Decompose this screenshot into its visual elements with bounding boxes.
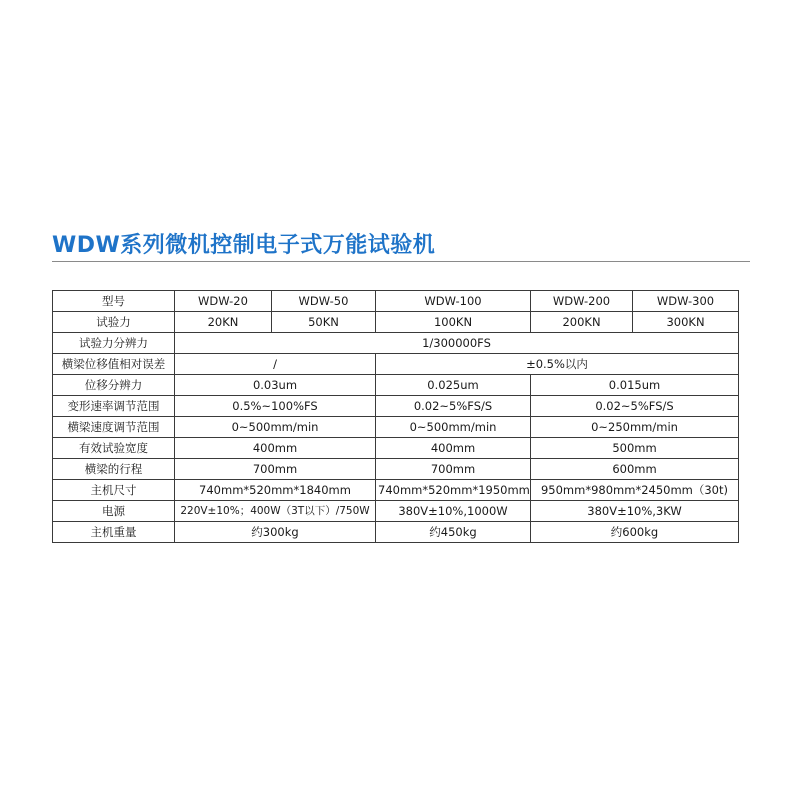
row-label-force: 试验力 [53, 312, 175, 333]
table-row [53, 396, 739, 417]
table-row [53, 354, 739, 375]
model-cell: WDW-50 [272, 291, 376, 312]
disp-resolution-cell: 0.03um [175, 375, 376, 396]
rate-range-cell: 0.02~5%FS/S [376, 396, 531, 417]
crossbeam-error-cell: ±0.5%以内 [376, 354, 739, 375]
row-label-width: 有效试验宽度 [53, 438, 175, 459]
power-cell: 380V±10%,3KW [531, 501, 739, 522]
disp-resolution-cell: 0.015um [531, 375, 739, 396]
force-cell: 300KN [633, 312, 739, 333]
disp-resolution-cell: 0.025um [376, 375, 531, 396]
weight-cell: 约450kg [376, 522, 531, 543]
rate-range-cell: 0.02~5%FS/S [531, 396, 739, 417]
spec-table [52, 290, 739, 543]
stroke-cell: 700mm [376, 459, 531, 480]
row-label-rate-range: 变形速率调节范围 [53, 396, 175, 417]
table-row [53, 522, 739, 543]
speed-range-cell: 0~250mm/min [531, 417, 739, 438]
row-label-stroke: 横梁的行程 [53, 459, 175, 480]
crossbeam-error-cell: / [175, 354, 376, 375]
stroke-cell: 600mm [531, 459, 739, 480]
table-row [53, 501, 739, 522]
power-cell: 380V±10%,1000W [376, 501, 531, 522]
force-cell: 100KN [376, 312, 531, 333]
table-row [53, 312, 739, 333]
title-divider [52, 261, 750, 262]
row-label-size: 主机尺寸 [53, 480, 175, 501]
width-cell: 500mm [531, 438, 739, 459]
row-label-crossbeam-error: 横梁位移值相对误差 [53, 354, 175, 375]
force-cell: 50KN [272, 312, 376, 333]
speed-range-cell: 0~500mm/min [175, 417, 376, 438]
row-label-resolution: 试验力分辨力 [53, 333, 175, 354]
row-label-weight: 主机重量 [53, 522, 175, 543]
row-label-model: 型号 [53, 291, 175, 312]
table-row [53, 375, 739, 396]
table-row [53, 459, 739, 480]
size-cell: 950mm*980mm*2450mm（30t) [531, 480, 739, 501]
resolution-cell: 1/300000FS [175, 333, 739, 354]
page-title: WDW系列微机控制电子式万能试验机 [52, 233, 436, 258]
row-label-power: 电源 [53, 501, 175, 522]
table-row [53, 333, 739, 354]
table-row [53, 291, 739, 312]
model-cell: WDW-100 [376, 291, 531, 312]
width-cell: 400mm [175, 438, 376, 459]
size-cell: 740mm*520mm*1950mm [376, 480, 531, 501]
model-cell: WDW-200 [531, 291, 633, 312]
width-cell: 400mm [376, 438, 531, 459]
weight-cell: 约300kg [175, 522, 376, 543]
table-row [53, 417, 739, 438]
row-label-disp-resolution: 位移分辨力 [53, 375, 175, 396]
force-cell: 200KN [531, 312, 633, 333]
model-cell: WDW-300 [633, 291, 739, 312]
rate-range-cell: 0.5%~100%FS [175, 396, 376, 417]
table-row [53, 438, 739, 459]
model-cell: WDW-20 [175, 291, 272, 312]
row-label-speed-range: 横梁速度调节范围 [53, 417, 175, 438]
power-cell: 220V±10%；400W（3T以下）/750W [175, 501, 376, 522]
weight-cell: 约600kg [531, 522, 739, 543]
force-cell: 20KN [175, 312, 272, 333]
table-row [53, 480, 739, 501]
size-cell: 740mm*520mm*1840mm [175, 480, 376, 501]
speed-range-cell: 0~500mm/min [376, 417, 531, 438]
stroke-cell: 700mm [175, 459, 376, 480]
